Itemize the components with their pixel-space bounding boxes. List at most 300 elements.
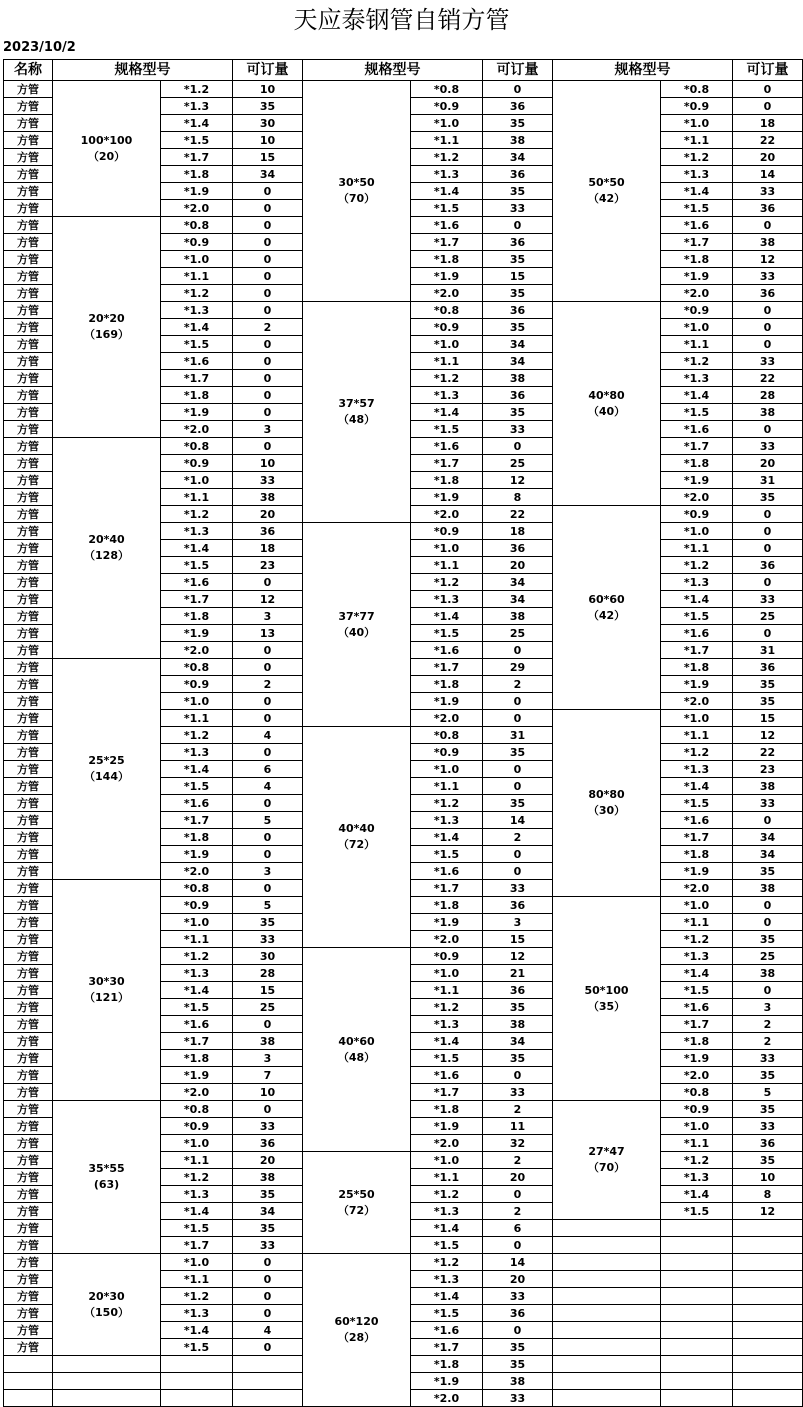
- header-row: [4, 60, 803, 81]
- thickness-cell: *1.1: [161, 489, 233, 506]
- spec-label: 100*100: [80, 133, 133, 147]
- qty-cell: 33: [483, 1288, 553, 1305]
- thickness-cell: *0.9: [161, 455, 233, 472]
- sheet-title: 天应泰钢管自销方管: [293, 6, 510, 34]
- qty-cell: 0: [233, 1101, 303, 1118]
- thickness-cell: *1.8: [411, 1356, 483, 1373]
- qty-cell: 31: [733, 472, 803, 489]
- thickness-cell: *1.4: [411, 829, 483, 846]
- thickness-cell: *1.3: [661, 948, 733, 965]
- qty-cell: 34: [483, 591, 553, 608]
- qty-cell: 12: [733, 727, 803, 744]
- thickness-cell: *1.7: [411, 1084, 483, 1101]
- qty-cell: 15: [483, 931, 553, 948]
- thickness-cell: *1.5: [411, 421, 483, 438]
- thickness-cell: *1.0: [161, 693, 233, 710]
- thickness-cell: *1.3: [411, 1016, 483, 1033]
- thickness-cell: *1.6: [661, 625, 733, 642]
- thickness-cell: *2.0: [411, 931, 483, 948]
- product-name-cell: 方管: [4, 1305, 53, 1322]
- thickness-cell: *1.7: [661, 642, 733, 659]
- thickness-cell: *1.3: [661, 574, 733, 591]
- thickness-cell: *1.3: [661, 761, 733, 778]
- spec-group-60*120: [303, 1254, 411, 1407]
- header-spec-2: 规格型号: [303, 60, 483, 81]
- thickness-cell: *1.9: [411, 268, 483, 285]
- empty-cell: [661, 1288, 733, 1305]
- spec-group-30*50: [303, 81, 411, 302]
- spec-label: 40*60: [338, 1034, 375, 1048]
- thickness-cell: *1.0: [411, 115, 483, 132]
- qty-cell: 3: [233, 863, 303, 880]
- thickness-cell: *1.7: [661, 234, 733, 251]
- inventory-table: [3, 59, 803, 1407]
- thickness-cell: *1.2: [411, 999, 483, 1016]
- thickness-cell: *1.5: [661, 795, 733, 812]
- thickness-cell: *0.9: [411, 948, 483, 965]
- spec-group-80*80: [553, 710, 661, 897]
- qty-cell: 0: [733, 302, 803, 319]
- thickness-cell: *1.7: [161, 1033, 233, 1050]
- thickness-cell: *0.9: [661, 1101, 733, 1118]
- thickness-cell: *1.9: [411, 489, 483, 506]
- thickness-cell: *1.7: [661, 829, 733, 846]
- spec-label: 37*57: [338, 397, 375, 410]
- qty-cell: 3: [233, 608, 303, 625]
- thickness-cell: *1.9: [161, 846, 233, 863]
- thickness-cell: *1.9: [661, 268, 733, 285]
- thickness-cell: *1.1: [661, 914, 733, 931]
- thickness-cell: *1.3: [161, 302, 233, 319]
- thickness-cell: *1.9: [661, 863, 733, 880]
- thickness-cell: *1.0: [661, 523, 733, 540]
- product-name-cell: 方管: [4, 880, 53, 897]
- empty-cell: [733, 1356, 803, 1373]
- product-name-cell: 方管: [4, 982, 53, 999]
- qty-cell: 0: [233, 574, 303, 591]
- qty-cell: 38: [233, 1033, 303, 1050]
- qty-cell: 20: [483, 1271, 553, 1288]
- thickness-cell: *0.9: [161, 1118, 233, 1135]
- empty-cell: [553, 1220, 661, 1237]
- thickness-cell: *1.1: [161, 710, 233, 727]
- thickness-cell: *1.2: [161, 81, 233, 98]
- qty-cell: 0: [733, 336, 803, 353]
- qty-cell: 0: [233, 353, 303, 370]
- thickness-cell: *1.3: [411, 812, 483, 829]
- qty-cell: 33: [233, 931, 303, 948]
- qty-cell: 6: [483, 1220, 553, 1237]
- spec-group-25*25: [53, 659, 161, 880]
- empty-cell: [661, 1373, 733, 1390]
- thickness-cell: *1.7: [411, 659, 483, 676]
- qty-cell: 0: [733, 982, 803, 999]
- spec-label: 35*55: [88, 1162, 125, 1175]
- product-name-cell: 方管: [4, 421, 53, 438]
- thickness-cell: *1.1: [661, 336, 733, 353]
- thickness-cell: *1.2: [411, 795, 483, 812]
- product-name-cell: 方管: [4, 200, 53, 217]
- product-name-cell: 方管: [4, 863, 53, 880]
- qty-cell: 0: [233, 251, 303, 268]
- thickness-cell: *1.2: [661, 557, 733, 574]
- thickness-cell: *1.1: [411, 982, 483, 999]
- thickness-cell: *1.0: [661, 897, 733, 914]
- thickness-cell: *0.9: [411, 319, 483, 336]
- qty-cell: 35: [233, 1186, 303, 1203]
- qty-cell: 33: [483, 880, 553, 897]
- spec-group-60*60: [553, 506, 661, 710]
- product-name-cell: 方管: [4, 489, 53, 506]
- qty-cell: 0: [483, 693, 553, 710]
- spec-label: 50*50: [588, 176, 625, 189]
- thickness-cell: *0.8: [161, 659, 233, 676]
- thickness-cell: *1.4: [411, 183, 483, 200]
- product-name-cell: 方管: [4, 948, 53, 965]
- product-name-cell: 方管: [4, 1050, 53, 1067]
- empty-cell: [553, 1322, 661, 1339]
- thickness-cell: *2.0: [161, 1084, 233, 1101]
- thickness-cell: *1.3: [161, 1305, 233, 1322]
- qty-cell: 35: [483, 251, 553, 268]
- product-name-cell: 方管: [4, 132, 53, 149]
- qty-cell: 25: [733, 608, 803, 625]
- thickness-cell: *0.8: [411, 727, 483, 744]
- product-name-cell: 方管: [4, 234, 53, 251]
- thickness-cell: *2.0: [661, 693, 733, 710]
- thickness-cell: *1.6: [411, 1322, 483, 1339]
- spec-count: （48）: [337, 413, 376, 426]
- product-name-cell: 方管: [4, 795, 53, 812]
- qty-cell: 10: [733, 1169, 803, 1186]
- qty-cell: 0: [233, 829, 303, 846]
- spec-label: 25*50: [338, 1187, 375, 1201]
- thickness-cell: *0.9: [411, 523, 483, 540]
- thickness-cell: *1.1: [661, 540, 733, 557]
- qty-cell: 15: [233, 982, 303, 999]
- empty-cell: [733, 1271, 803, 1288]
- thickness-cell: *1.4: [661, 591, 733, 608]
- qty-cell: 0: [483, 846, 553, 863]
- product-name-cell: 方管: [4, 778, 53, 795]
- qty-cell: 38: [733, 404, 803, 421]
- empty-cell: [233, 1390, 303, 1407]
- qty-cell: 0: [733, 319, 803, 336]
- thickness-cell: *1.9: [411, 693, 483, 710]
- product-name-cell: 方管: [4, 1118, 53, 1135]
- spec-group-20*40: [53, 438, 161, 659]
- spec-count: （40）: [587, 404, 626, 418]
- empty-cell: [53, 1373, 161, 1390]
- thickness-cell: *1.9: [661, 676, 733, 693]
- thickness-cell: *2.0: [411, 1135, 483, 1152]
- thickness-cell: *2.0: [411, 506, 483, 523]
- thickness-cell: *1.7: [661, 438, 733, 455]
- thickness-cell: *1.6: [411, 642, 483, 659]
- qty-cell: 34: [483, 353, 553, 370]
- spec-label: 25*25: [88, 754, 125, 767]
- header-qty-1: 可订量: [233, 60, 303, 81]
- product-name-cell: 方管: [4, 387, 53, 404]
- thickness-cell: *1.8: [161, 166, 233, 183]
- qty-cell: 0: [233, 268, 303, 285]
- product-name-cell: 方管: [4, 812, 53, 829]
- empty-cell: [733, 1305, 803, 1322]
- thickness-cell: *1.6: [661, 999, 733, 1016]
- spec-group-40*80: [553, 302, 661, 506]
- qty-cell: 10: [233, 1084, 303, 1101]
- qty-cell: 20: [233, 1152, 303, 1169]
- qty-cell: 0: [233, 659, 303, 676]
- thickness-cell: *1.4: [161, 982, 233, 999]
- product-name-cell: 方管: [4, 540, 53, 557]
- product-name-cell: 方管: [4, 931, 53, 948]
- qty-cell: 15: [733, 710, 803, 727]
- product-name-cell: 方管: [4, 1322, 53, 1339]
- thickness-cell: *1.9: [161, 404, 233, 421]
- qty-cell: 0: [483, 778, 553, 795]
- product-name-cell: 方管: [4, 251, 53, 268]
- qty-cell: 5: [233, 897, 303, 914]
- empty-cell: [733, 1373, 803, 1390]
- qty-cell: 36: [483, 1305, 553, 1322]
- thickness-cell: *0.9: [661, 302, 733, 319]
- thickness-cell: *1.4: [161, 761, 233, 778]
- qty-cell: 4: [233, 1322, 303, 1339]
- thickness-cell: *1.6: [661, 812, 733, 829]
- product-name-cell: 方管: [4, 455, 53, 472]
- spec-count: （28）: [337, 1331, 376, 1344]
- qty-cell: 2: [483, 676, 553, 693]
- thickness-cell: *1.8: [411, 251, 483, 268]
- qty-cell: 35: [233, 914, 303, 931]
- qty-cell: 10: [233, 81, 303, 98]
- spec-label: 20*20: [88, 312, 125, 325]
- thickness-cell: *2.0: [411, 1390, 483, 1407]
- qty-cell: 0: [483, 1322, 553, 1339]
- thickness-cell: *1.5: [411, 1305, 483, 1322]
- product-name-cell: 方管: [4, 914, 53, 931]
- qty-cell: 0: [733, 506, 803, 523]
- spec-count: （70）: [337, 192, 376, 205]
- thickness-cell: *1.0: [161, 472, 233, 489]
- qty-cell: 35: [733, 489, 803, 506]
- spec-group-20*20: [53, 217, 161, 438]
- thickness-cell: *1.5: [161, 1220, 233, 1237]
- thickness-cell: *2.0: [661, 285, 733, 302]
- thickness-cell: *1.9: [661, 472, 733, 489]
- qty-cell: 2: [483, 1101, 553, 1118]
- thickness-cell: *1.9: [161, 183, 233, 200]
- qty-cell: 0: [233, 1305, 303, 1322]
- qty-cell: 13: [233, 625, 303, 642]
- thickness-cell: *1.3: [411, 1203, 483, 1220]
- thickness-cell: *0.8: [161, 217, 233, 234]
- qty-cell: 0: [233, 642, 303, 659]
- spec-count: （144）: [84, 770, 129, 783]
- thickness-cell: *2.0: [661, 880, 733, 897]
- header-name: 名称: [4, 60, 53, 81]
- qty-cell: 35: [483, 183, 553, 200]
- thickness-cell: *1.2: [161, 1288, 233, 1305]
- qty-cell: 35: [483, 285, 553, 302]
- thickness-cell: *1.2: [661, 149, 733, 166]
- qty-cell: 36: [483, 982, 553, 999]
- qty-cell: 35: [483, 999, 553, 1016]
- qty-cell: 35: [483, 744, 553, 761]
- qty-cell: 0: [733, 523, 803, 540]
- qty-cell: 33: [483, 421, 553, 438]
- thickness-cell: *1.4: [411, 1033, 483, 1050]
- thickness-cell: *1.4: [661, 183, 733, 200]
- qty-cell: 0: [733, 98, 803, 115]
- thickness-cell: *1.8: [161, 829, 233, 846]
- thickness-cell: *1.7: [161, 1237, 233, 1254]
- thickness-cell: *1.5: [411, 1237, 483, 1254]
- product-name-cell: 方管: [4, 523, 53, 540]
- thickness-cell: *0.8: [161, 880, 233, 897]
- thickness-cell: *1.0: [411, 1152, 483, 1169]
- product-name-cell: 方管: [4, 404, 53, 421]
- empty-cell: [733, 1237, 803, 1254]
- qty-cell: 25: [233, 999, 303, 1016]
- product-name-cell: 方管: [4, 268, 53, 285]
- thickness-cell: *1.2: [411, 1254, 483, 1271]
- thickness-cell: *0.8: [411, 81, 483, 98]
- thickness-cell: *1.0: [661, 319, 733, 336]
- product-name-cell: 方管: [4, 370, 53, 387]
- table-row: [4, 81, 803, 98]
- qty-cell: 33: [733, 1118, 803, 1135]
- qty-cell: 34: [733, 846, 803, 863]
- qty-cell: 33: [233, 1237, 303, 1254]
- product-name-cell: 方管: [4, 1169, 53, 1186]
- qty-cell: 36: [483, 98, 553, 115]
- thickness-cell: *2.0: [161, 642, 233, 659]
- qty-cell: 33: [733, 795, 803, 812]
- qty-cell: 38: [483, 132, 553, 149]
- thickness-cell: *1.8: [411, 1101, 483, 1118]
- thickness-cell: *2.0: [161, 421, 233, 438]
- thickness-cell: *1.8: [411, 676, 483, 693]
- product-name-cell: 方管: [4, 846, 53, 863]
- spec-label: 30*50: [338, 176, 375, 189]
- qty-cell: 0: [233, 387, 303, 404]
- thickness-cell: *1.8: [661, 455, 733, 472]
- thickness-cell: *1.9: [161, 625, 233, 642]
- thickness-cell: *1.2: [161, 727, 233, 744]
- thickness-cell: *2.0: [161, 863, 233, 880]
- product-name-cell: 方管: [4, 472, 53, 489]
- product-name-cell: 方管: [4, 1016, 53, 1033]
- qty-cell: 22: [733, 370, 803, 387]
- qty-cell: 0: [733, 897, 803, 914]
- product-name-cell: 方管: [4, 1288, 53, 1305]
- qty-cell: 33: [483, 1084, 553, 1101]
- thickness-cell: *0.9: [161, 897, 233, 914]
- thickness-cell: *1.3: [161, 1186, 233, 1203]
- thickness-cell: *1.6: [411, 1067, 483, 1084]
- qty-cell: 35: [733, 1152, 803, 1169]
- thickness-cell: *1.3: [161, 965, 233, 982]
- qty-cell: 36: [733, 557, 803, 574]
- thickness-cell: *1.0: [411, 965, 483, 982]
- qty-cell: 34: [733, 829, 803, 846]
- qty-cell: 0: [483, 438, 553, 455]
- empty-cell: [553, 1356, 661, 1373]
- empty-cell: [53, 1356, 161, 1373]
- thickness-cell: *1.0: [411, 761, 483, 778]
- qty-cell: 35: [733, 1101, 803, 1118]
- product-name-cell: 方管: [4, 659, 53, 676]
- product-name-cell: 方管: [4, 1135, 53, 1152]
- qty-cell: 10: [233, 132, 303, 149]
- qty-cell: 0: [233, 285, 303, 302]
- thickness-cell: *1.5: [161, 132, 233, 149]
- thickness-cell: *1.2: [411, 1186, 483, 1203]
- product-name-cell: 方管: [4, 625, 53, 642]
- qty-cell: 38: [733, 778, 803, 795]
- thickness-cell: *1.5: [661, 1203, 733, 1220]
- product-name-cell: 方管: [4, 217, 53, 234]
- qty-cell: 0: [233, 1271, 303, 1288]
- qty-cell: 15: [483, 268, 553, 285]
- product-name-cell: 方管: [4, 965, 53, 982]
- qty-cell: 35: [483, 1339, 553, 1356]
- qty-cell: 34: [483, 1033, 553, 1050]
- thickness-cell: *1.2: [661, 353, 733, 370]
- qty-cell: 36: [733, 285, 803, 302]
- qty-cell: 2: [483, 829, 553, 846]
- thickness-cell: *0.8: [661, 1084, 733, 1101]
- thickness-cell: *0.8: [661, 81, 733, 98]
- thickness-cell: *1.6: [411, 217, 483, 234]
- thickness-cell: *1.5: [661, 608, 733, 625]
- spec-group-50*100: [553, 897, 661, 1101]
- qty-cell: 0: [233, 1016, 303, 1033]
- thickness-cell: *1.7: [661, 1016, 733, 1033]
- thickness-cell: *1.2: [411, 370, 483, 387]
- qty-cell: 36: [483, 234, 553, 251]
- qty-cell: 38: [233, 489, 303, 506]
- qty-cell: 14: [733, 166, 803, 183]
- thickness-cell: *1.8: [411, 897, 483, 914]
- qty-cell: 35: [483, 319, 553, 336]
- thickness-cell: *1.9: [161, 1067, 233, 1084]
- product-name-cell: 方管: [4, 693, 53, 710]
- qty-cell: 0: [483, 217, 553, 234]
- qty-cell: 36: [483, 897, 553, 914]
- qty-cell: 0: [233, 693, 303, 710]
- thickness-cell: *1.1: [661, 727, 733, 744]
- qty-cell: 2: [733, 1016, 803, 1033]
- empty-cell: [161, 1373, 233, 1390]
- qty-cell: 14: [483, 1254, 553, 1271]
- qty-cell: 30: [233, 115, 303, 132]
- spec-count: （128）: [84, 549, 129, 562]
- qty-cell: 0: [233, 880, 303, 897]
- thickness-cell: *1.2: [161, 1169, 233, 1186]
- thickness-cell: *1.3: [411, 166, 483, 183]
- spec-count: （150）: [84, 1305, 129, 1319]
- empty-cell: [661, 1254, 733, 1271]
- thickness-cell: *1.0: [411, 336, 483, 353]
- thickness-cell: *1.6: [411, 438, 483, 455]
- product-name-cell: 方管: [4, 336, 53, 353]
- qty-cell: 25: [483, 625, 553, 642]
- spec-group-25*50: [303, 1152, 411, 1254]
- table-row: [4, 1254, 803, 1271]
